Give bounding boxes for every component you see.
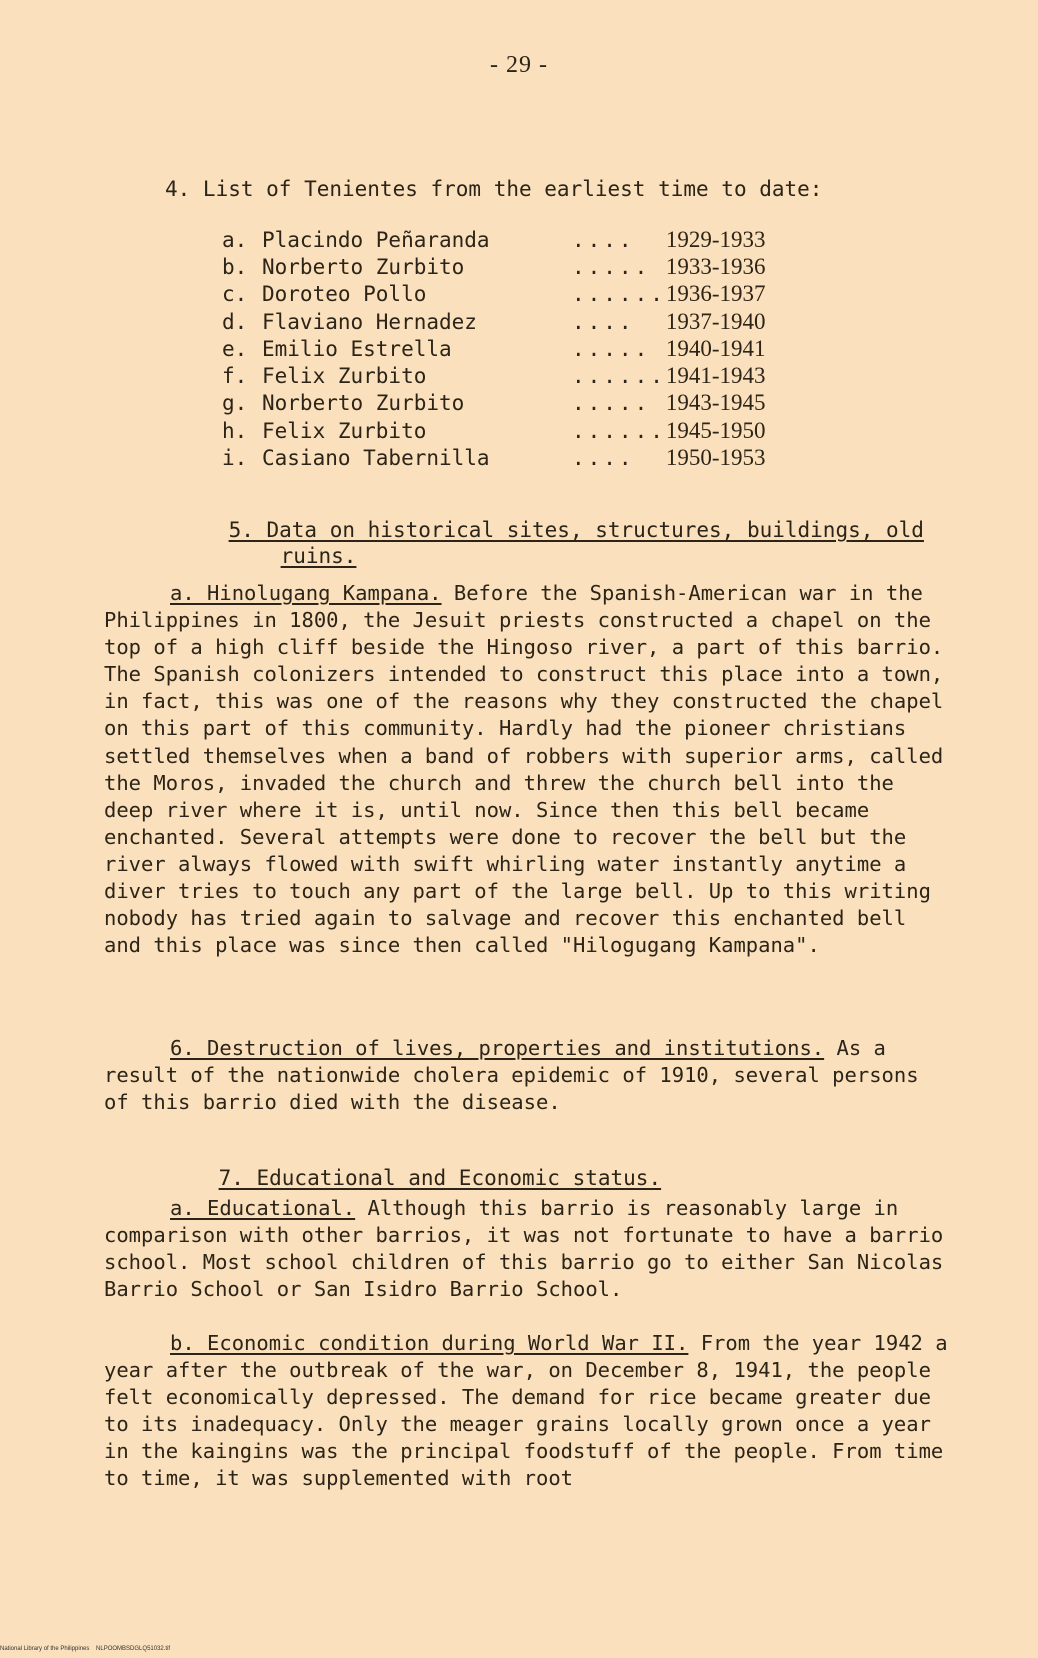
teniente-row	[222, 444, 766, 471]
teniente-name: Felix Zurbito	[262, 418, 427, 443]
economic-paragraph	[104, 1330, 949, 1493]
teniente-name: Flaviano Hernadez	[262, 309, 477, 334]
teniente-letter: f.	[222, 364, 248, 389]
teniente-years: 1941-1943	[665, 363, 766, 389]
teniente-dots: .....	[572, 391, 651, 416]
teniente-dots: .....	[572, 336, 651, 361]
teniente-dots: ......	[572, 364, 666, 389]
teniente-years: 1929-1933	[665, 226, 766, 252]
hinolugang-kampana-text: Before the Spanish-American war in the Philippines in 1800, the Jesuit priests constructed a chapel on the top of a high cliff beside the Hingoso river, a part of this barrio. The Spanish colonizers intended to construct this place into a town, in fact, this was one of the reasons why they constructed the chapel on this part of this community. Hardly had the pioneer christians settled themselves when a band of robbers with superior arms, called the Moros, invaded the church and threw the church bell into the deep river where it is, until now. Since then this bell became enchanted. Several attempts were done to recover the bell but the river always flowed with swift whirling water instantly anytime a diver tries to touch any part of the large bell. Up to this writing nobody has tried again to salvage and recover this enchanted bell and this place was since then called "Hilogugang Kampana".	[104, 581, 944, 958]
teniente-years: 1936-1937	[665, 281, 766, 307]
section-6-text: As a result of the nationwide cholera epidemic of 1910, several persons of this barrio died with the disease.	[104, 1036, 919, 1115]
section-6-paragraph	[104, 1035, 949, 1116]
teniente-row	[222, 226, 766, 253]
tenientes-list	[222, 226, 766, 472]
teniente-row	[222, 362, 766, 389]
teniente-letter: a.	[222, 227, 248, 252]
educational-text: Although this barrio is reasonably large in comparison with other barrios, it was not fortunate to have a barrio school. Most school children of this barrio go to either San Nicolas Barrio School or San Isidro Barrio School.	[104, 1196, 944, 1302]
teniente-row	[222, 335, 766, 362]
teniente-years: 1937-1940	[665, 308, 766, 334]
teniente-letter: e.	[222, 336, 248, 361]
teniente-dots: ....	[572, 309, 635, 334]
educational-title: a. Educational.	[170, 1196, 356, 1220]
teniente-dots: ......	[572, 282, 666, 307]
teniente-dots: ....	[572, 446, 635, 471]
teniente-letter: i.	[222, 446, 248, 471]
teniente-years: 1950-1953	[665, 445, 766, 471]
teniente-name: Doroteo Pollo	[262, 282, 427, 307]
teniente-letter: c.	[222, 282, 248, 307]
section-4-heading: 4. List of Tenientes from the earliest time to date:	[165, 177, 823, 201]
teniente-row	[222, 253, 766, 280]
teniente-dots: .....	[572, 254, 651, 279]
teniente-name: Placindo Peñaranda	[262, 227, 490, 252]
teniente-dots: ......	[572, 418, 666, 443]
page-number: - 29 -	[490, 52, 548, 78]
teniente-years: 1945-1950	[665, 417, 766, 443]
teniente-name: Felix Zurbito	[262, 364, 427, 389]
teniente-years: 1933-1936	[665, 253, 766, 279]
section-5-heading-line1: 5. Data on historical sites, structures, buildings, old	[228, 518, 924, 542]
teniente-letter: d.	[222, 309, 248, 334]
teniente-letter: h.	[222, 418, 248, 443]
archive-footer: National Library of the Philippines NLPOOMBSDGLQ51032.tif	[0, 1646, 171, 1652]
teniente-name: Norberto Zurbito	[262, 391, 465, 416]
economic-text: From the year 1942 a year after the outbreak of the war, on December 8, 1941, the people felt economically depressed. The demand for rice became greater due to its inadequacy. Only the meager grains locally grown once a year in the kaingins was the principal foodstuff of the people. From time to time, it was supplemented with root	[104, 1331, 948, 1491]
hinolugang-kampana-paragraph	[104, 580, 949, 959]
teniente-years: 1943-1945	[665, 390, 766, 416]
hinolugang-kampana-title: a. Hinolugang Kampana.	[170, 581, 442, 605]
section-5-heading-line2: ruins.	[280, 544, 357, 568]
educational-paragraph	[104, 1195, 949, 1303]
teniente-row	[222, 281, 766, 308]
teniente-row	[222, 390, 766, 417]
section-7-heading-text: 7. Educational and Economic status.	[218, 1166, 662, 1190]
teniente-dots: ....	[572, 227, 635, 252]
teniente-years: 1940-1941	[665, 335, 766, 361]
economic-title: b. Economic condition during World War II.	[170, 1331, 689, 1355]
teniente-name: Casiano Tabernilla	[262, 446, 490, 471]
teniente-name: Norberto Zurbito	[262, 254, 465, 279]
teniente-row	[222, 308, 766, 335]
teniente-row	[222, 417, 766, 444]
section-6-title: 6. Destruction of lives, properties and institutions.	[170, 1036, 825, 1060]
teniente-letter: g.	[222, 391, 248, 416]
teniente-letter: b.	[222, 254, 248, 279]
teniente-name: Emilio Estrella	[262, 336, 452, 361]
